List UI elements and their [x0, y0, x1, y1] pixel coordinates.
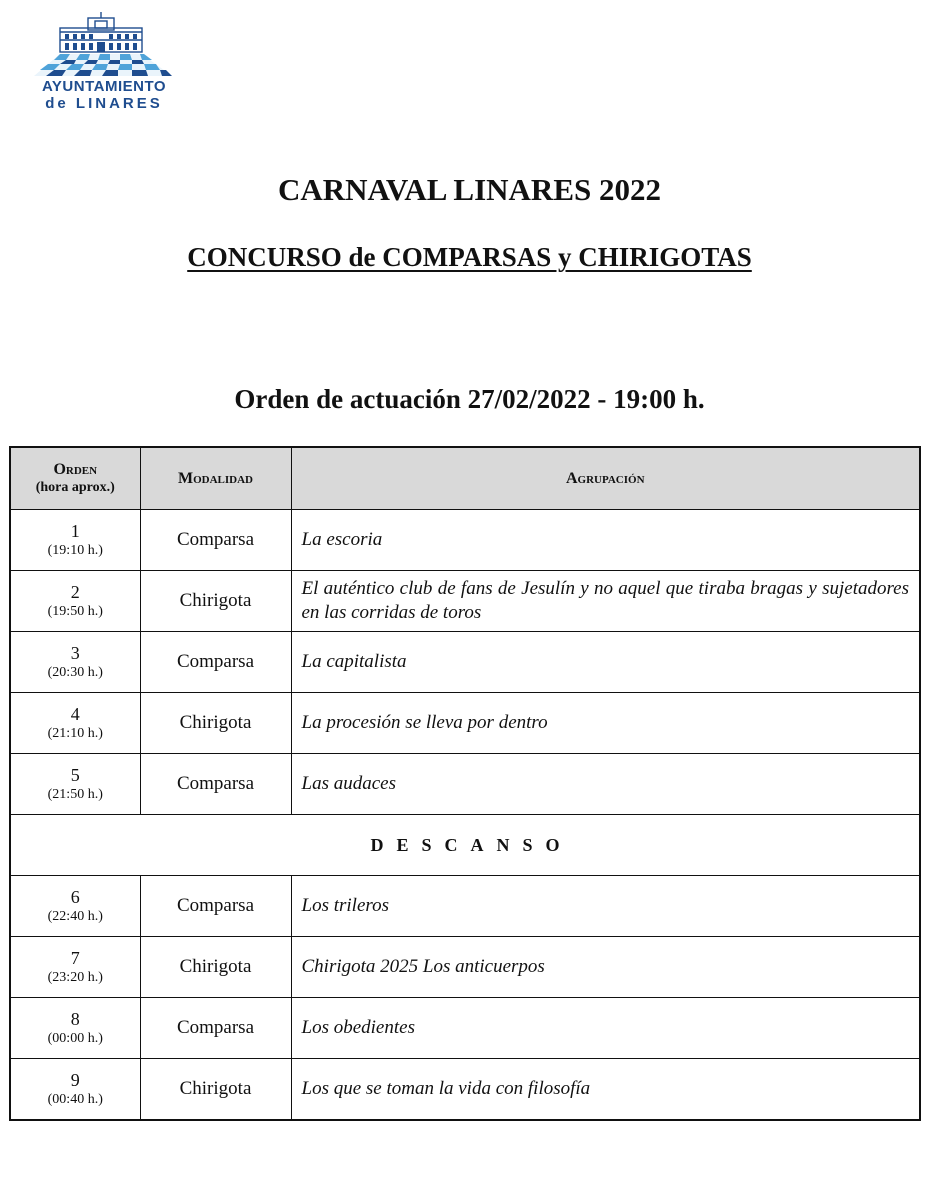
- document-subtitle: [0, 242, 939, 273]
- approx-time: (23:20 h.): [47, 969, 103, 985]
- ayuntamiento-logo: [20, 12, 188, 122]
- order-cell: [10, 998, 140, 1059]
- modalidad-cell: Comparsa: [140, 876, 291, 937]
- table-row: [10, 571, 920, 632]
- table-row: [10, 937, 920, 998]
- modalidad-cell: Comparsa: [140, 632, 291, 693]
- approx-time: (19:10 h.): [47, 542, 103, 558]
- agrupacion-cell: Los obedientes: [291, 998, 920, 1059]
- modalidad-cell: Comparsa: [140, 998, 291, 1059]
- order-number: 3: [70, 642, 80, 663]
- approx-time: (20:30 h.): [47, 664, 103, 680]
- table-row: [10, 754, 920, 815]
- header-orden-label: Orden: [53, 461, 98, 478]
- table-header-row: [10, 447, 920, 510]
- order-number: 1: [70, 520, 80, 541]
- order-cell: [10, 937, 140, 998]
- order-cell: [10, 876, 140, 937]
- agrupacion-cell: La capitalista: [291, 632, 920, 693]
- table-row: [10, 1059, 920, 1121]
- agrupacion-cell: Los que se toman la vida con filosofía: [291, 1059, 920, 1121]
- header-agrupacion: [291, 447, 920, 510]
- modalidad-cell: Chirigota: [140, 693, 291, 754]
- order-cell: [10, 754, 140, 815]
- subtitle-text: CONCURSO de COMPARSAS y CHIRIGOTAS: [187, 242, 752, 272]
- order-cell: [10, 510, 140, 571]
- table-row: [10, 632, 920, 693]
- header-orden-sub: (hora aprox.): [35, 480, 115, 495]
- modalidad-cell: Chirigota: [140, 571, 291, 632]
- order-number: 2: [70, 581, 80, 602]
- rows-after-break: [10, 876, 920, 1121]
- order-cell: [10, 1059, 140, 1121]
- agrupacion-cell: La escoria: [291, 510, 920, 571]
- logo-line-1: AYUNTAMIENTO: [41, 78, 167, 95]
- modalidad-cell: Comparsa: [140, 510, 291, 571]
- performance-order-table: [9, 446, 921, 1121]
- header-modalidad-label: Modalidad: [178, 469, 253, 487]
- agrupacion-cell: Los trileros: [291, 876, 920, 937]
- document-title: CARNAVAL LINARES 2022: [277, 172, 661, 207]
- approx-time: (22:40 h.): [47, 908, 103, 924]
- modalidad-cell: Chirigota: [140, 937, 291, 998]
- agrupacion-cell: El auténtico club de fans de Jesulín y no aquel que tiraba bragas y sujetadores en las corridas de toros: [291, 571, 920, 632]
- agrupacion-cell: La procesión se lleva por dentro: [291, 693, 920, 754]
- order-cell: [10, 693, 140, 754]
- table-row: [10, 876, 920, 937]
- order-number: 5: [70, 764, 80, 785]
- header-agrupacion-label: Agrupación: [565, 469, 645, 487]
- logo-line-2: de LINARES: [45, 95, 163, 112]
- order-number: 4: [70, 703, 80, 724]
- order-number: 8: [70, 1008, 80, 1029]
- approx-time: (19:50 h.): [47, 603, 103, 619]
- order-cell: [10, 632, 140, 693]
- order-heading: Orden de actuación 27/02/2022 - 19:00 h.: [234, 384, 705, 414]
- town-hall-icon: [20, 12, 188, 78]
- table-row: [10, 998, 920, 1059]
- approx-time: (21:50 h.): [47, 786, 103, 802]
- order-cell: [10, 571, 140, 632]
- agrupacion-cell: Chirigota 2025 Los anticuerpos: [291, 937, 920, 998]
- header-orden: [10, 447, 140, 510]
- approx-time: (21:10 h.): [47, 725, 103, 741]
- logo-text: [20, 78, 188, 112]
- approx-time: (00:00 h.): [47, 1030, 103, 1046]
- table-row: [10, 693, 920, 754]
- header-modalidad: [140, 447, 291, 510]
- order-number: 6: [70, 886, 80, 907]
- rows-before-break: [10, 510, 920, 815]
- agrupacion-cell: Las audaces: [291, 754, 920, 815]
- order-number: 7: [70, 947, 80, 968]
- break-section: [10, 815, 920, 876]
- break-row: [10, 815, 920, 876]
- modalidad-cell: Chirigota: [140, 1059, 291, 1121]
- table-row: [10, 510, 920, 571]
- approx-time: (00:40 h.): [47, 1091, 103, 1107]
- order-number: 9: [70, 1069, 80, 1090]
- break-label: DESCANSO: [10, 815, 920, 876]
- modalidad-cell: Comparsa: [140, 754, 291, 815]
